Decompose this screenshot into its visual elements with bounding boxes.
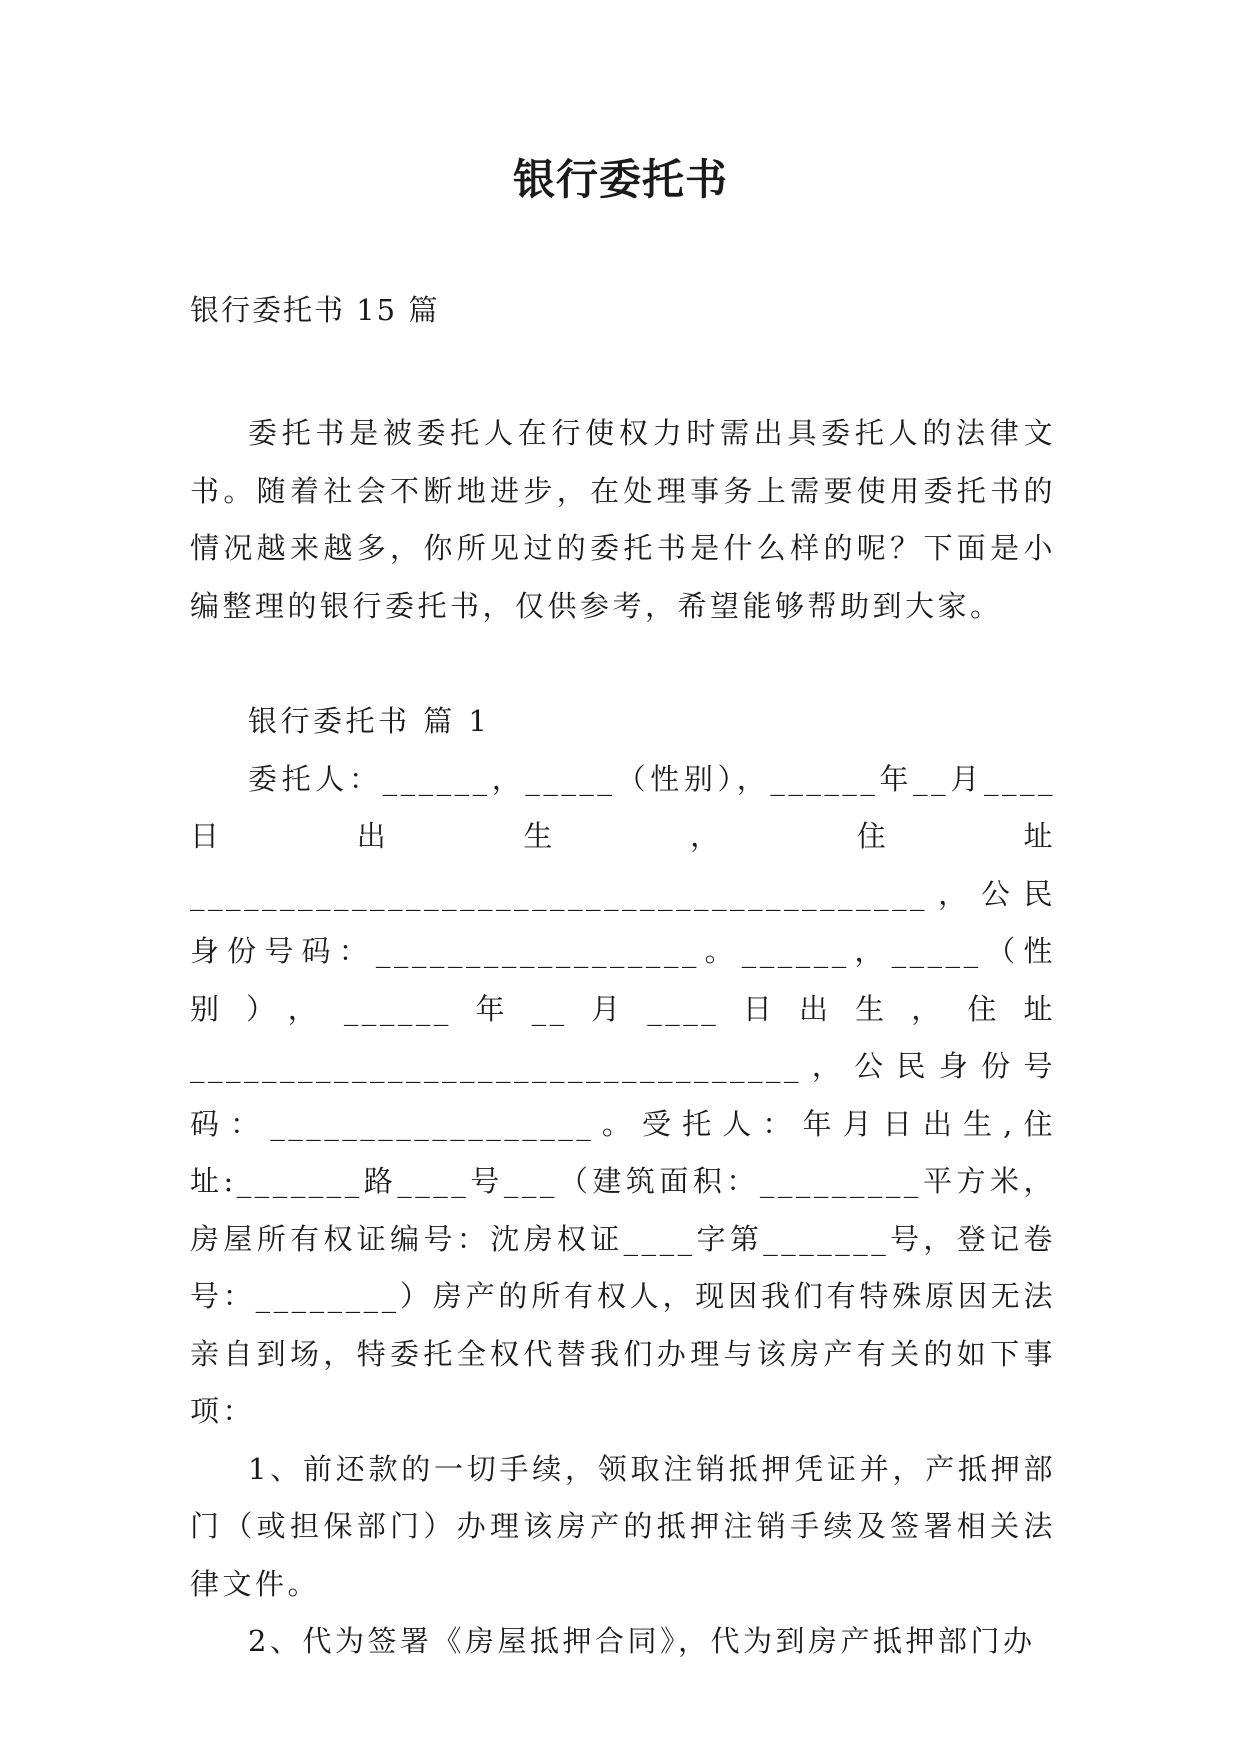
intro-paragraph: 委托书是被委托人在行使权力时需出具委托人的法律文书。随着社会不断地进步，在处理事务上需要使用委托书的情况越来越多，你所见过的委托书是什么样的呢？下面是小编整理的银行委托书，仅供参考，希望能够帮助到大家。 [190, 416, 1056, 623]
paragraph-item-2: 2、代为签署《房屋抵押合同》，代为到房产抵押部门办 [248, 1624, 1036, 1658]
paragraph-principal: 委托人：______，_____（性别），______年__月____日出生，住址_________________________________________，公民身份号码：__________________。______，_____（性别），______年__月____日出生，住址__________________________________，公民身份号码：__________________。受托人：年月日出生,住址:_______路____号___（建筑面积：_________平方米，房屋所有权证编号：沈房权证____字第_______号，登记卷号：________）房产的所有权人，现因我们有特殊原因无法亲自到场，特委托全权代替我们办理与该房产有关的如下事项： [190, 761, 1056, 1428]
document-subtitle: 银行委托书 15 篇 [190, 293, 440, 327]
paragraph-item-1: 1、前还款的一切手续，领取注销抵押凭证并，产抵押部门（或担保部门）办理该房产的抵押注销手续及签署相关法律文件。 [190, 1451, 1056, 1601]
document-title: 银行委托书 [512, 155, 728, 204]
section-1 [190, 693, 1056, 1671]
section-heading: 银行委托书 篇 1 [248, 704, 491, 738]
